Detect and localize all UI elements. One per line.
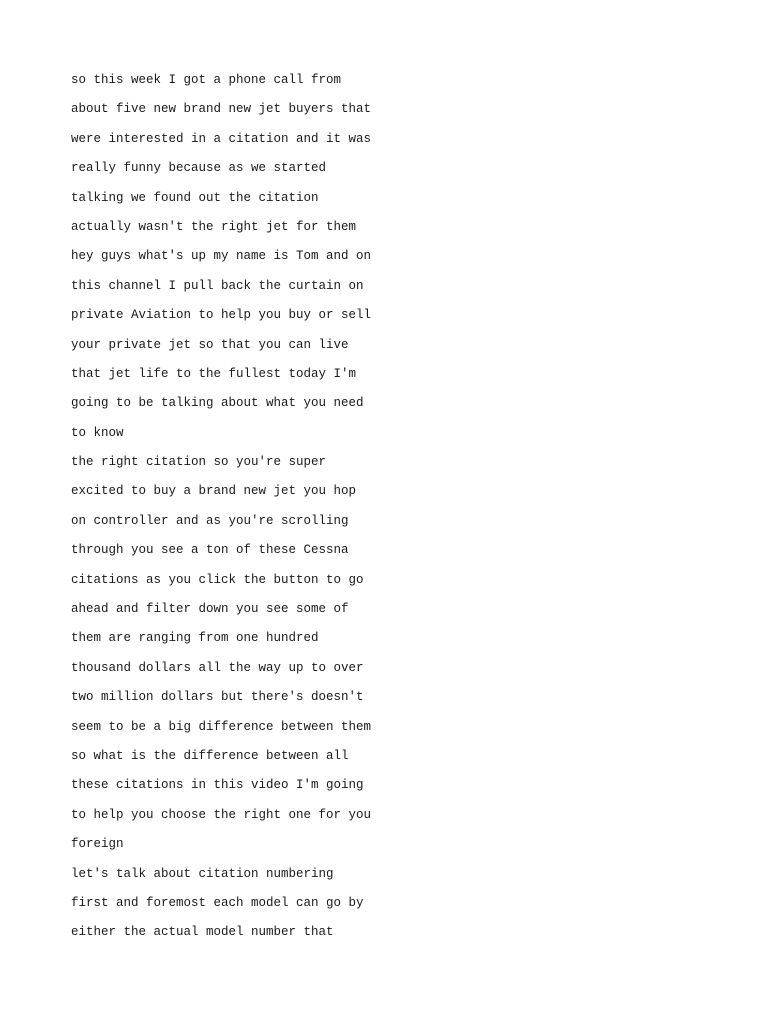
text-line: this channel I pull back the curtain on bbox=[71, 278, 364, 293]
text-line: citations as you click the button to go bbox=[71, 572, 364, 587]
text-line: really funny because as we started bbox=[71, 161, 327, 176]
text-line: on controller and as you're scrolling bbox=[71, 513, 349, 528]
text-line: going to be talking about what you need bbox=[71, 396, 364, 411]
text-line: about five new brand new jet buyers that bbox=[71, 102, 372, 117]
text-line: hey guys what's up my name is Tom and on bbox=[71, 249, 372, 264]
text-line: private Aviation to help you buy or sell bbox=[71, 308, 372, 323]
text-line: first and foremost each model can go by bbox=[71, 895, 364, 910]
text-line: were interested in a citation and it was bbox=[71, 131, 372, 146]
text-line: talking we found out the citation bbox=[71, 190, 319, 205]
text-line: through you see a ton of these Cessna bbox=[71, 543, 349, 558]
text-line: your private jet so that you can live bbox=[71, 337, 349, 352]
text-line: excited to buy a brand new jet you hop bbox=[71, 484, 357, 499]
text-line: that jet life to the fullest today I'm bbox=[71, 366, 357, 381]
text-line: two million dollars but there's doesn't bbox=[71, 690, 364, 705]
text-line: either the actual model number that bbox=[71, 925, 334, 940]
text-line: these citations in this video I'm going bbox=[71, 778, 364, 793]
text-line: them are ranging from one hundred bbox=[71, 631, 319, 646]
text-line: so this week I got a phone call from bbox=[71, 73, 342, 87]
text-line: the right citation so you're super bbox=[71, 455, 327, 470]
text-line: foreign bbox=[71, 837, 124, 852]
text-line: thousand dollars all the way up to over bbox=[71, 660, 364, 675]
transcript-text bbox=[71, 66, 691, 948]
text-line: ahead and filter down you see some of bbox=[71, 602, 349, 617]
text-line: let's talk about citation numbering bbox=[71, 866, 334, 881]
text-line: so what is the difference between all bbox=[71, 748, 349, 763]
text-line: to know bbox=[71, 425, 124, 440]
text-line: actually wasn't the right jet for them bbox=[71, 219, 357, 234]
text-line: seem to be a big difference between them bbox=[71, 719, 372, 734]
text-line: to help you choose the right one for you bbox=[71, 807, 372, 822]
